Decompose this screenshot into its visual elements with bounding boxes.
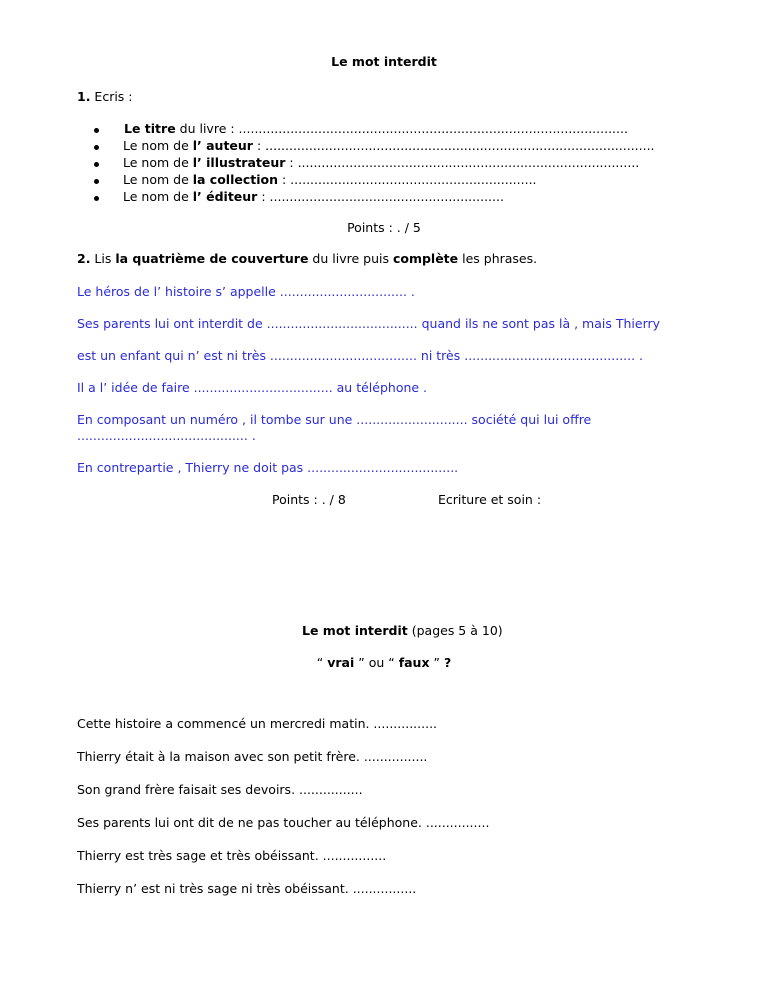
statement-line: Ses parents lui ont dit de ne pas toucher au téléphone. ................ — [77, 815, 490, 830]
list-item-bold: la collection — [192, 172, 279, 187]
list-item-illustrator — [123, 155, 639, 171]
section1-heading — [77, 89, 133, 105]
heading-part: les phrases. — [458, 251, 538, 266]
list-item-pre: Le nom de — [123, 138, 193, 153]
section2-heading — [77, 251, 537, 267]
section3-title — [302, 623, 503, 639]
fill-line-hero: Le héros de l’ histoire s’ appelle ................................ . — [77, 284, 415, 299]
heading-part-bold: la quatrième de couverture — [115, 251, 309, 266]
section1-heading-text: Ecris : — [90, 89, 133, 104]
list-item-author — [123, 138, 655, 154]
heading-part: du livre puis — [308, 251, 393, 266]
statement-line: Thierry n’ est ni très sage ni très obéissant. ................ — [77, 881, 417, 896]
list-item-bold: l’ éditeur — [192, 189, 258, 204]
list-item-pre: Le nom de — [123, 189, 193, 204]
section3-title-pages: (pages 5 à 10) — [407, 623, 503, 638]
list-item-pre: Le nom de — [123, 155, 193, 170]
heading-part: Lis — [90, 251, 116, 266]
heading-part-bold: complète — [392, 251, 459, 266]
fill-line-forbidden: Ses parents lui ont interdit de ...................................... quand ils ne sont pas là , mais Thierry — [77, 316, 661, 331]
section2-points: Points : . / 8 — [272, 492, 346, 507]
fill-line-idea: Il a l’ idée de faire ................................... au téléphone . — [77, 380, 428, 395]
list-item-post: du livre : .................................................................................................. — [175, 121, 628, 136]
statement-line: Cette histoire a commencé un mercredi matin. ................ — [77, 716, 438, 731]
list-item-post: : .................................................................................................. — [252, 138, 655, 153]
page-title — [0, 54, 768, 70]
list-item-pre: Le nom de — [123, 172, 193, 187]
vf-part: ” ou “ — [354, 655, 399, 670]
list-item-post: : ........................................................... — [257, 189, 504, 204]
bullet-dot — [94, 179, 99, 184]
page-title-text: Le mot interdit — [331, 54, 437, 69]
vf-part: ” — [429, 655, 444, 670]
section1-number: 1. — [77, 89, 91, 104]
section3-title-bold: Le mot interdit — [302, 623, 408, 638]
vf-part-bold: faux — [398, 655, 430, 670]
list-item-post: : .............................................................. — [278, 172, 537, 187]
fill-line-child: est un enfant qui n’ est ni très ..................................... ni très ........................................... . — [77, 348, 644, 363]
bullet-dot — [94, 162, 99, 167]
fill-line-offer: ........................................... . — [77, 428, 256, 443]
writing-and-care: Ecriture et soin : — [438, 492, 542, 507]
vf-part-bold: vrai — [327, 655, 355, 670]
list-item-collection — [123, 172, 537, 188]
bullet-dot — [94, 128, 99, 133]
fill-line-company: En composant un numéro , il tombe sur une ............................ société qui lui offre — [77, 412, 592, 427]
vf-part: “ — [316, 655, 328, 670]
list-item-bold: l’ illustrateur — [192, 155, 286, 170]
vf-part-bold: ? — [443, 655, 452, 670]
fill-line-counterpart: En contrepartie , Thierry ne doit pas ...................................... — [77, 460, 459, 475]
section1-points: Points : . / 5 — [347, 220, 421, 235]
list-item-bold: Le titre — [124, 121, 176, 136]
bullet-dot — [94, 196, 99, 201]
list-item-publisher — [123, 189, 504, 205]
true-false-prompt — [0, 655, 768, 671]
statement-line: Son grand frère faisait ses devoirs. ................ — [77, 782, 363, 797]
list-item-bold: l’ auteur — [192, 138, 253, 153]
list-item-post: : ...................................................................................... — [285, 155, 640, 170]
statement-line: Thierry est très sage et très obéissant. ................ — [77, 848, 387, 863]
statement-line: Thierry était à la maison avec son petit frère. ................ — [77, 749, 428, 764]
section2-number: 2. — [77, 251, 91, 266]
list-item-title — [124, 121, 628, 137]
bullet-dot — [94, 145, 99, 150]
